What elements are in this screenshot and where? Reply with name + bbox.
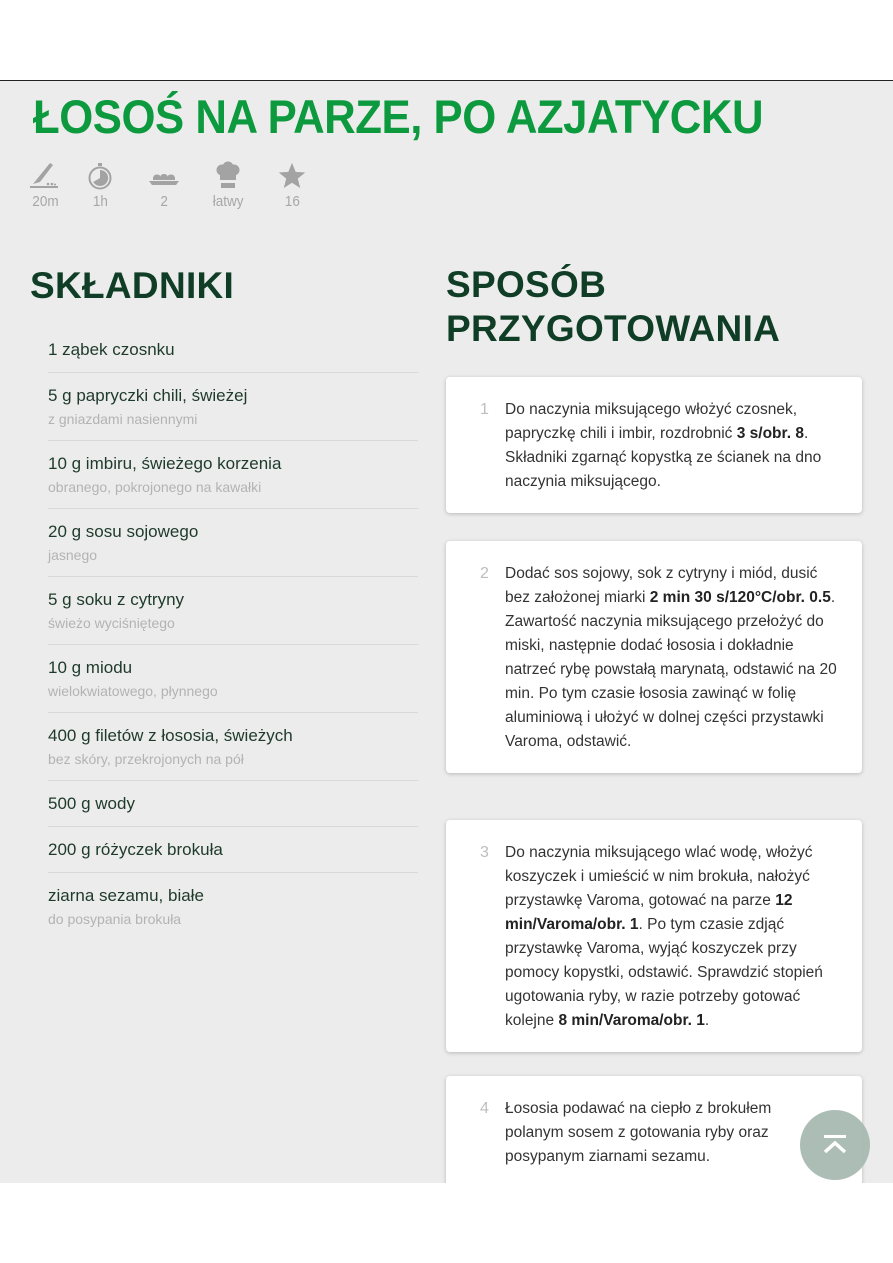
ingredient-name: 500 g wody [48, 794, 135, 813]
scroll-to-top-button[interactable] [800, 1110, 870, 1180]
step-text: Do naczynia miksującego włożyć czosnek, papryczkę chili i imbir, rozdrobnić 3 s/obr. 8. Składniki zgarnąć kopystką ze ścianek na dno naczynia miksującego. [505, 401, 822, 490]
ingredient-name: 5 g soku z cytryny [48, 590, 185, 609]
preparation-heading-line1: SPOSÓB [446, 264, 607, 305]
ingredient-note: obranego, pokrojonego na kawałki [48, 479, 262, 495]
step-card-4 [446, 1076, 862, 1183]
star-icon [275, 161, 309, 191]
ingredients-heading: SKŁADNIKI [30, 265, 235, 306]
meta-value: łatwy [212, 193, 244, 210]
ingredient-note: bez skóry, przekrojonych na pół [48, 751, 244, 767]
preparation-heading-line2: PRZYGOTOWANIA [446, 308, 781, 349]
recipe-meta-row [28, 161, 324, 210]
step-number: 2 [480, 565, 489, 582]
meta-value: 1h [92, 193, 108, 210]
ingredient-note: świeżo wyciśniętego [48, 615, 175, 631]
step-card-3 [446, 820, 862, 1052]
recipe-page [0, 80, 893, 1183]
ingredient-item [48, 577, 418, 645]
meta-value: 20m [32, 193, 59, 210]
meta-preparation-time [28, 161, 68, 210]
recipe-title: ŁOSOŚ NA PARZE, PO AZJATYCKU [33, 90, 764, 143]
step-text: Dodać sos sojowy, sok z cytryny i miód, dusić bez założonej miarki 2 min 30 s/120°C/obr. 0.5. Zawartość naczynia miksującego przełożyć do miski, następnie dodać łososia i dokładnie natrzeć rybę powstałą marynatą, odstawić na 20 min. Po tym czasie łososia zawinąć w folię aluminiową i ułożyć w dolnej części przystawki Varoma, odstawić. [505, 565, 837, 750]
ingredient-name: 20 g sosu sojowego [48, 522, 199, 541]
step-text: Do naczynia miksującego wlać wodę, włożyć koszyczek i umieścić w nim brokuła, nałożyć przystawkę Varoma, gotować na parze 12 min/Varoma/obr. 1. Po tym czasie zdjąć przystawkę Varoma, wyjąć koszyczek przy pomocy kopystki, odstawić. Sprawdzić stopień ugotowania ryby, w razie potrzeby gotować kolejne 8 min/Varoma/obr. 1. [505, 844, 823, 1029]
meta-rating [260, 161, 324, 210]
ingredient-note: jasnego [48, 547, 98, 563]
step-card-2 [446, 541, 862, 773]
meta-difficulty [196, 161, 260, 210]
ingredient-item [48, 327, 418, 373]
ingredients-list [48, 327, 418, 940]
ingredient-item [48, 645, 418, 713]
step-setting: 2 min 30 s/120°C/obr. 0.5 [649, 589, 831, 606]
preparation-heading [446, 263, 866, 351]
ingredient-item [48, 713, 418, 781]
ingredient-name: 1 ząbek czosnku [48, 340, 175, 359]
ingredient-name: 200 g różyczek brokuła [48, 840, 223, 859]
ingredient-item [48, 827, 418, 873]
step-number: 1 [480, 401, 489, 418]
ingredient-name: ziarna sezamu, białe [48, 886, 204, 905]
ingredient-item [48, 781, 418, 827]
meta-total-time [68, 161, 132, 210]
step-text: Łososia podawać na ciepło z brokułem polanym sosem z gotowania ryby oraz posypanym ziarnami sezamu. [505, 1100, 772, 1165]
step-card-1 [446, 377, 862, 513]
knife-icon [28, 161, 62, 191]
step-number: 3 [480, 844, 489, 861]
ingredient-note: do posypania brokuła [48, 911, 182, 927]
ingredient-name: 10 g miodu [48, 658, 133, 677]
dish-icon [147, 161, 181, 191]
stopwatch-icon [83, 161, 117, 191]
ingredient-note: wielokwiatowego, płynnego [48, 683, 218, 699]
ingredient-item [48, 373, 418, 441]
meta-value: 16 [284, 193, 300, 210]
ingredient-name: 5 g papryczki chili, świeżej [48, 386, 248, 405]
ingredient-item [48, 509, 418, 577]
meta-value: 2 [160, 193, 168, 210]
ingredient-item [48, 441, 418, 509]
ingredient-item [48, 873, 418, 940]
ingredient-name: 400 g filetów z łososia, świeżych [48, 726, 293, 745]
ingredient-name: 10 g imbiru, świeżego korzenia [48, 454, 282, 473]
step-setting: 3 s/obr. 8 [736, 425, 804, 442]
chevron-up-bar-icon [822, 1134, 848, 1156]
chef-hat-icon [211, 161, 245, 191]
step-setting: 12 min/Varoma/obr. 1 [505, 892, 793, 933]
meta-portions [132, 161, 196, 210]
step-setting: 8 min/Varoma/obr. 1 [558, 1012, 705, 1029]
ingredient-note: z gniazdami nasiennymi [48, 411, 198, 427]
step-number: 4 [480, 1100, 489, 1117]
